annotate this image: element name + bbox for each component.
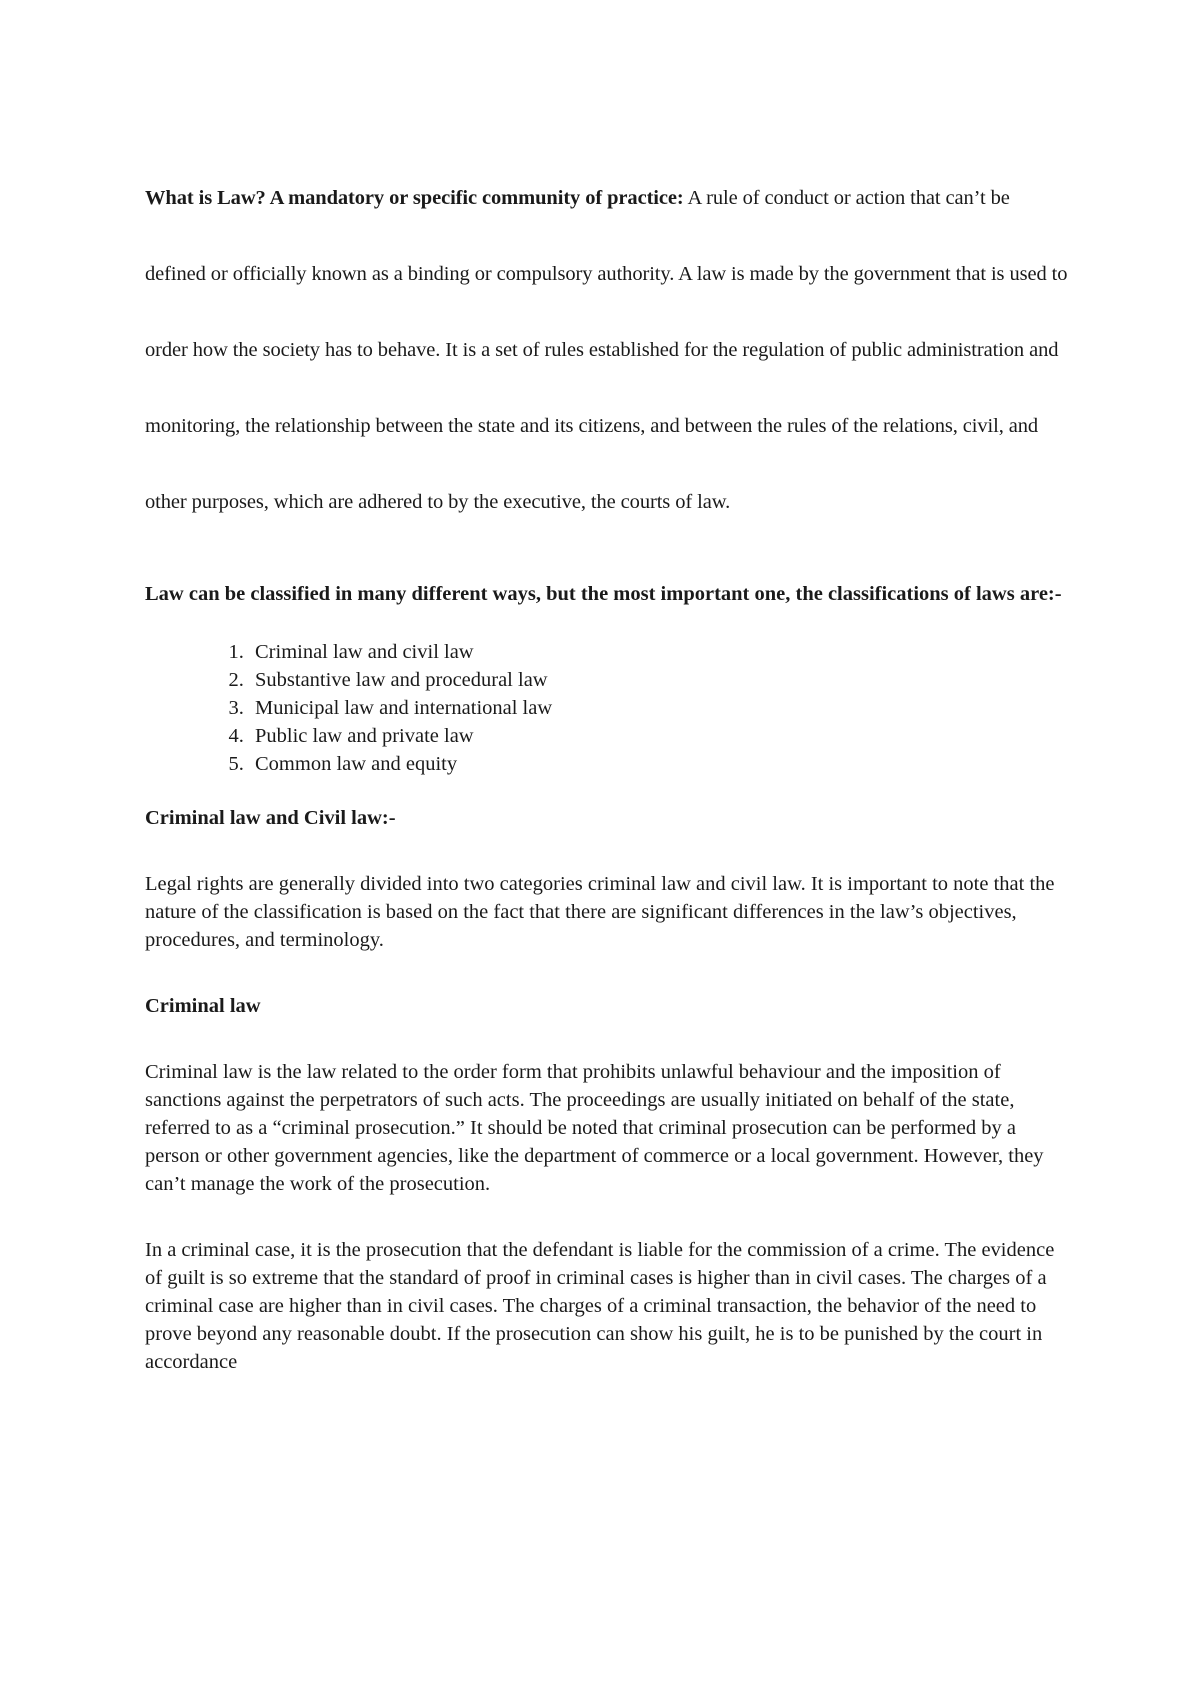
intro-lead: What is Law? A mandatory or specific community of practice:: [145, 187, 684, 209]
list-item: 2. Substantive law and procedural law: [249, 666, 1075, 694]
classification-heading: Law can be classified in many different ways, but the most important one, the classifications of laws are:-: [145, 583, 1062, 605]
document-body: [145, 186, 1075, 1376]
list-item: 4. Public law and private law: [249, 722, 1075, 750]
criminal-civil-paragraph: Legal rights are generally divided into two categories criminal law and civil law. It is important to note that the nature of the classification is based on the fact that there are significant differences in the law’s objectives, procedures, and terminology.: [145, 873, 1055, 951]
criminal-civil-heading: Criminal law and Civil law:-: [145, 807, 396, 829]
intro-body: A rule of conduct or action that can’t be defined or officially known as a binding or compulsory authority. A law is made by the government that is used to order how the society has to behave. It is a set of rules established for the regulation of public administration and monitoring, the relationship between the state and its citizens, and between the rules of the relations, civil, and other purposes, which are adhered to by the executive, the courts of law.: [145, 187, 1068, 513]
criminal-law-paragraph-2: In a criminal case, it is the prosecution that the defendant is liable for the commission of a crime. The evidence of guilt is so extreme that the standard of proof in criminal cases is higher than in civil cases. The charges of a criminal case are higher than in civil cases. The charges of a criminal transaction, the behavior of the need to prove beyond any reasonable doubt. If the prosecution can show his guilt, he is to be punished by the court in accordance: [145, 1239, 1055, 1373]
classification-list: [145, 638, 1075, 778]
intro-paragraph: [145, 160, 1075, 540]
list-item: 5. Common law and equity: [249, 750, 1075, 778]
criminal-law-paragraph-1: Criminal law is the law related to the order form that prohibits unlawful behaviour and the imposition of sanctions against the perpetrators of such acts. The proceedings are usually initiated on behalf of the state, referred to as a “criminal prosecution.” It should be noted that criminal prosecution can be performed by a person or other government agencies, like the department of commerce or a local government. However, they can’t manage the work of the prosecution.: [145, 1061, 1044, 1195]
criminal-law-heading: Criminal law: [145, 995, 261, 1017]
list-item: 3. Municipal law and international law: [249, 694, 1075, 722]
list-item: 1. Criminal law and civil law: [249, 638, 1075, 666]
